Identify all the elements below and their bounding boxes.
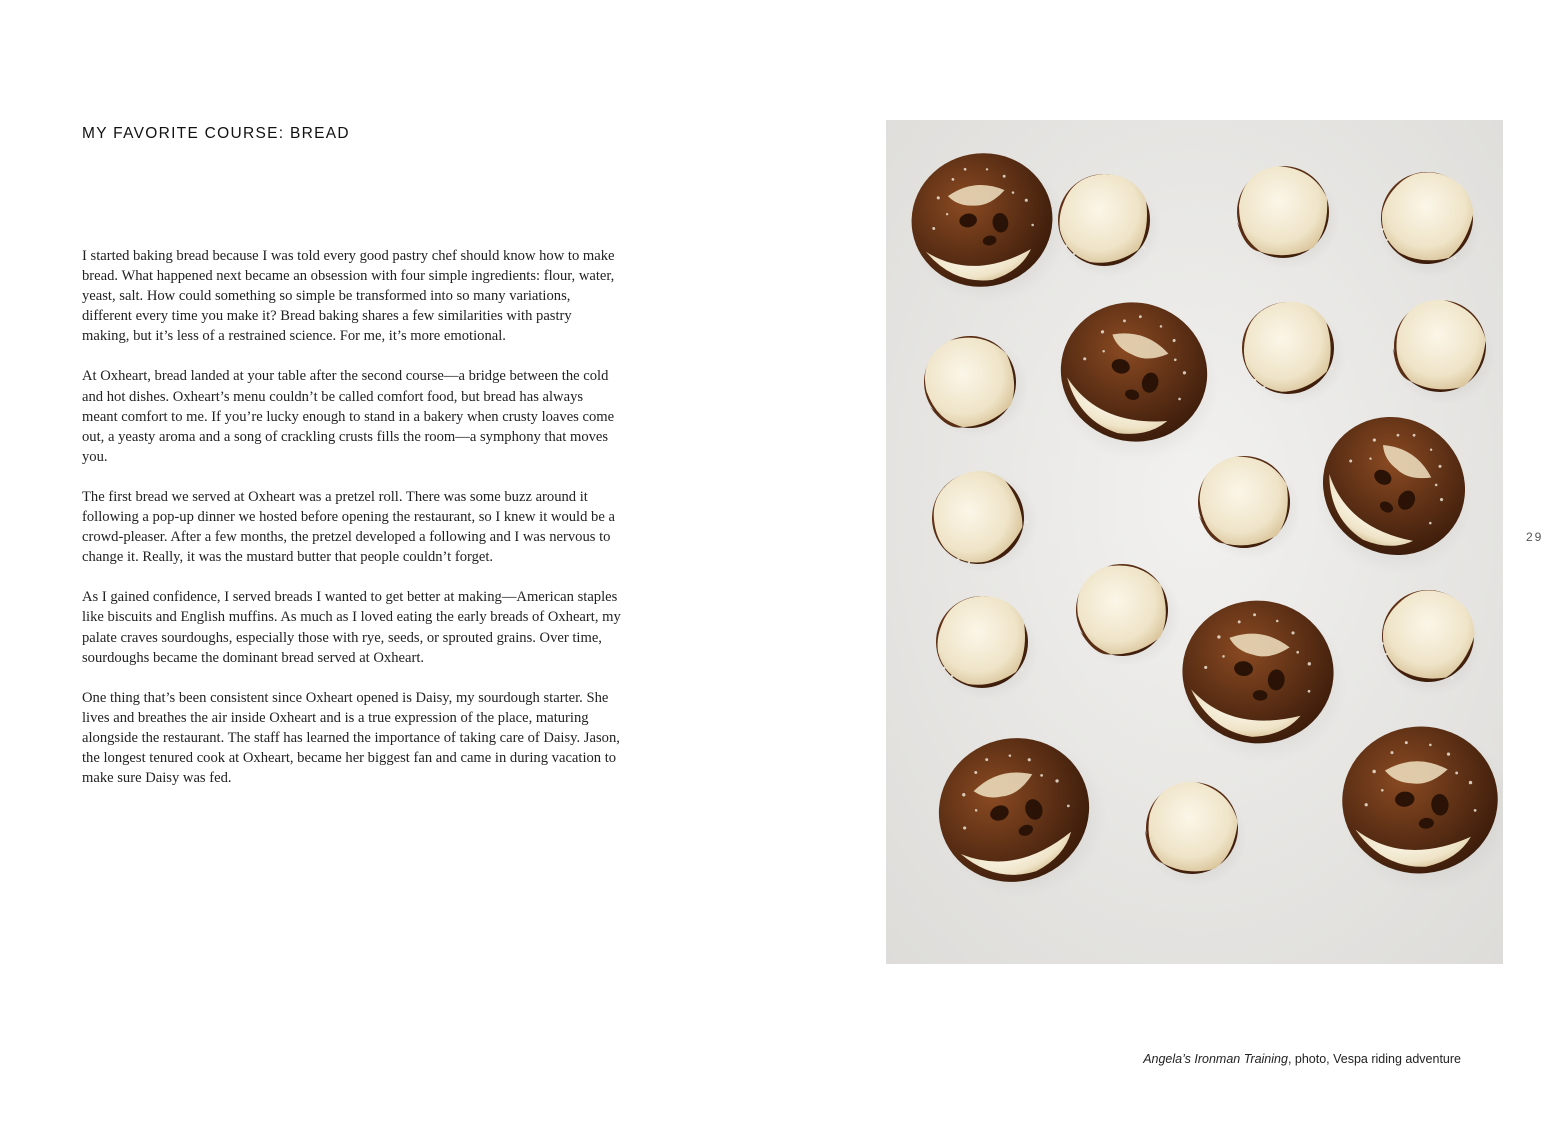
paragraph-3: The first bread we served at Oxheart was a pretzel roll. There was some buzz around it following a pop-up dinner we hosted before opening the restaurant, so I knew it would be a crowd-pleaser. After a few months, the pretzel developed a following and I was nervous to change it. Really, it was the mustard butter that people couldn’t forget.	[82, 488, 615, 566]
caption-details: , photo, Vespa riding adventure	[1287, 1052, 1461, 1066]
caption-work-title: Angela’s Ironman Training	[1143, 1052, 1288, 1066]
page-title: MY FAVORITE COURSE: BREAD	[82, 125, 350, 142]
photo-caption	[1143, 1052, 1461, 1066]
article-body	[82, 246, 622, 808]
paragraph-4: As I gained confidence, I served breads I wanted to get better at making—American staples like biscuits and English muffins. As much as I loved eating the early breads of Oxheart, my palate craves sourdoughs, especially those with rye, seeds, or sprouted grains. Over time, sourdoughs became the dominant bread served at Oxheart.	[82, 589, 621, 666]
paragraph-2: At Oxheart, bread landed at your table after the second course—a bridge between the cold and hot dishes. Oxheart’s menu couldn’t be called comfort food, but bread has always meant comfort to me. If you’re lucky enough to stand in a bakery when crusty loaves come out, a yeasty aroma and a song of crackling crusts fills the room—a symphony that moves you.	[82, 368, 615, 465]
paragraph-1: I started baking bread because I was told every good pastry chef should know how to make bread. What happened next became an obsession with four simple ingredients: flour, water, yeast, salt. How could something so simple be transformed into so many variations, different every time you make it? Bread baking shares a few similarities with pastry making, but it’s less of a restrained science. For me, it’s more emotional.	[82, 248, 615, 345]
page-number: 29	[1526, 530, 1544, 544]
paragraph-5: One thing that’s been consistent since Oxheart opened is Daisy, my sourdough starter. She lives and breathes the air inside Oxheart and is a true expression of the place, maturing alongside the restaurant. The staff has learned the importance of taking care of Daisy. Jason, the longest tenured cook at Oxheart, became her biggest fan and came in during vacation to make sure Daisy was fed.	[82, 689, 620, 787]
pretzel-photo	[886, 120, 1503, 964]
